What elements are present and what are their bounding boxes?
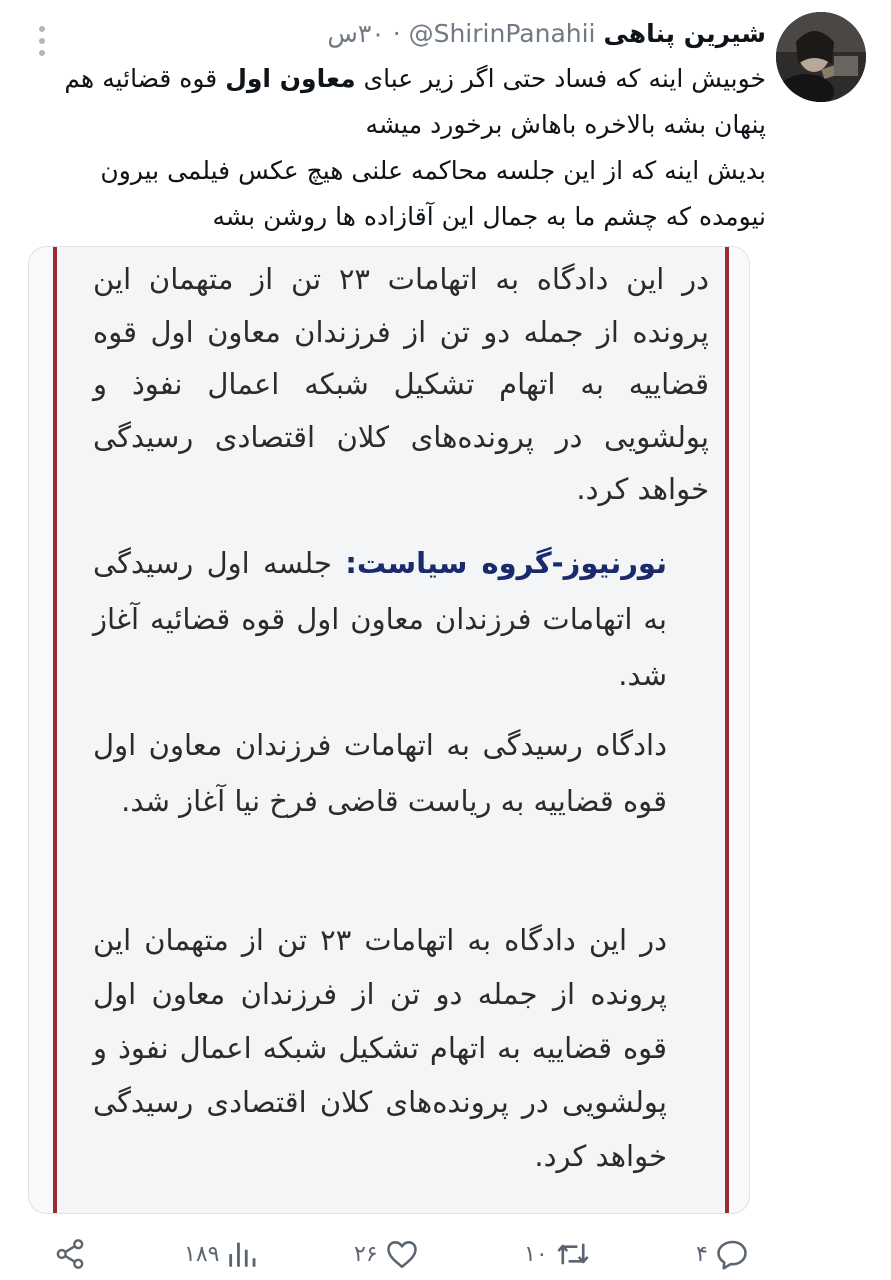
author-handle[interactable]: @ShirinPanahii — [408, 19, 596, 48]
avatar-photo — [776, 12, 866, 102]
heart-icon — [384, 1236, 420, 1272]
more-options-icon[interactable] — [36, 26, 48, 56]
news-source-label: نورنیوز-گروه سیاست: — [345, 546, 667, 580]
article-lead: نورنیوز-گروه سیاست: جلسه اول رسیدگی به اتهامات فرزندان معاون اول قوه قضائیه آغاز شد. — [93, 546, 667, 692]
author-name[interactable]: شیرین پناهی — [603, 19, 766, 48]
article-paragraph-2: دادگاه رسیدگی به اتهامات فرزندان معاون اول قوه قضاییه به ریاست قاضی فرخ نیا آغاز شد. — [93, 728, 667, 818]
tweet-text — [46, 56, 766, 240]
article-screenshot — [53, 246, 729, 1214]
like-button[interactable] — [348, 1236, 420, 1272]
share-icon — [52, 1236, 88, 1272]
retweet-button[interactable] — [518, 1236, 592, 1272]
tweet-timestamp[interactable]: ۳۰س — [327, 19, 385, 48]
share-button[interactable] — [52, 1236, 88, 1272]
retweets-count: ۱۰ — [524, 1241, 548, 1267]
views-button[interactable] — [178, 1236, 259, 1272]
avatar[interactable] — [776, 12, 866, 102]
reply-icon — [714, 1236, 750, 1272]
tweet-header — [327, 16, 766, 52]
replies-count: ۴ — [696, 1241, 708, 1267]
views-icon — [225, 1236, 259, 1272]
tweet-action-bar — [0, 1228, 891, 1280]
attached-image[interactable] — [28, 246, 750, 1214]
bold-phrase: معاون اول — [225, 64, 356, 93]
article-paragraph-3: در این دادگاه به اتهامات ۲۳ تن از متهمان این پرونده از جمله دو تن از فرزندان معاون اول قوه قضاییه به اتهام تشکیل شبکه اعمال نفوذ و پولشویی در پرونده‌های کلان اقتصادی رسیدگی خواهد کرد. — [93, 923, 668, 1173]
likes-count: ۲۶ — [354, 1241, 378, 1267]
views-count: ۱۸۹ — [184, 1241, 220, 1267]
reply-button[interactable] — [690, 1236, 750, 1272]
article-paragraph-top: در این دادگاه به اتهامات ۲۳ تن از متهمان این پرونده از جمله دو تن از فرزندان معاون اول قوه قضاییه به اتهام تشکیل شبکه اعمال نفوذ و پولشویی در پرونده‌های کلان اقتصادی رسیدگی خواهد کرد. — [93, 262, 709, 506]
header-separator: · — [392, 19, 401, 48]
retweet-icon — [554, 1236, 592, 1272]
tweet-paragraph-1: خوبیش اینه که فساد حتی اگر زیر عبای معاون اول قوه قضائیه هم پنهان بشه بالاخره باهاش برخورد میشه — [64, 64, 766, 139]
tweet-paragraph-2: بدیش اینه که از این جلسه محاکمه علنی هیچ عکس فیلمی بیرون نیومده که چشم ما به جمال این آقازاده ها روشن بشه — [100, 156, 766, 231]
